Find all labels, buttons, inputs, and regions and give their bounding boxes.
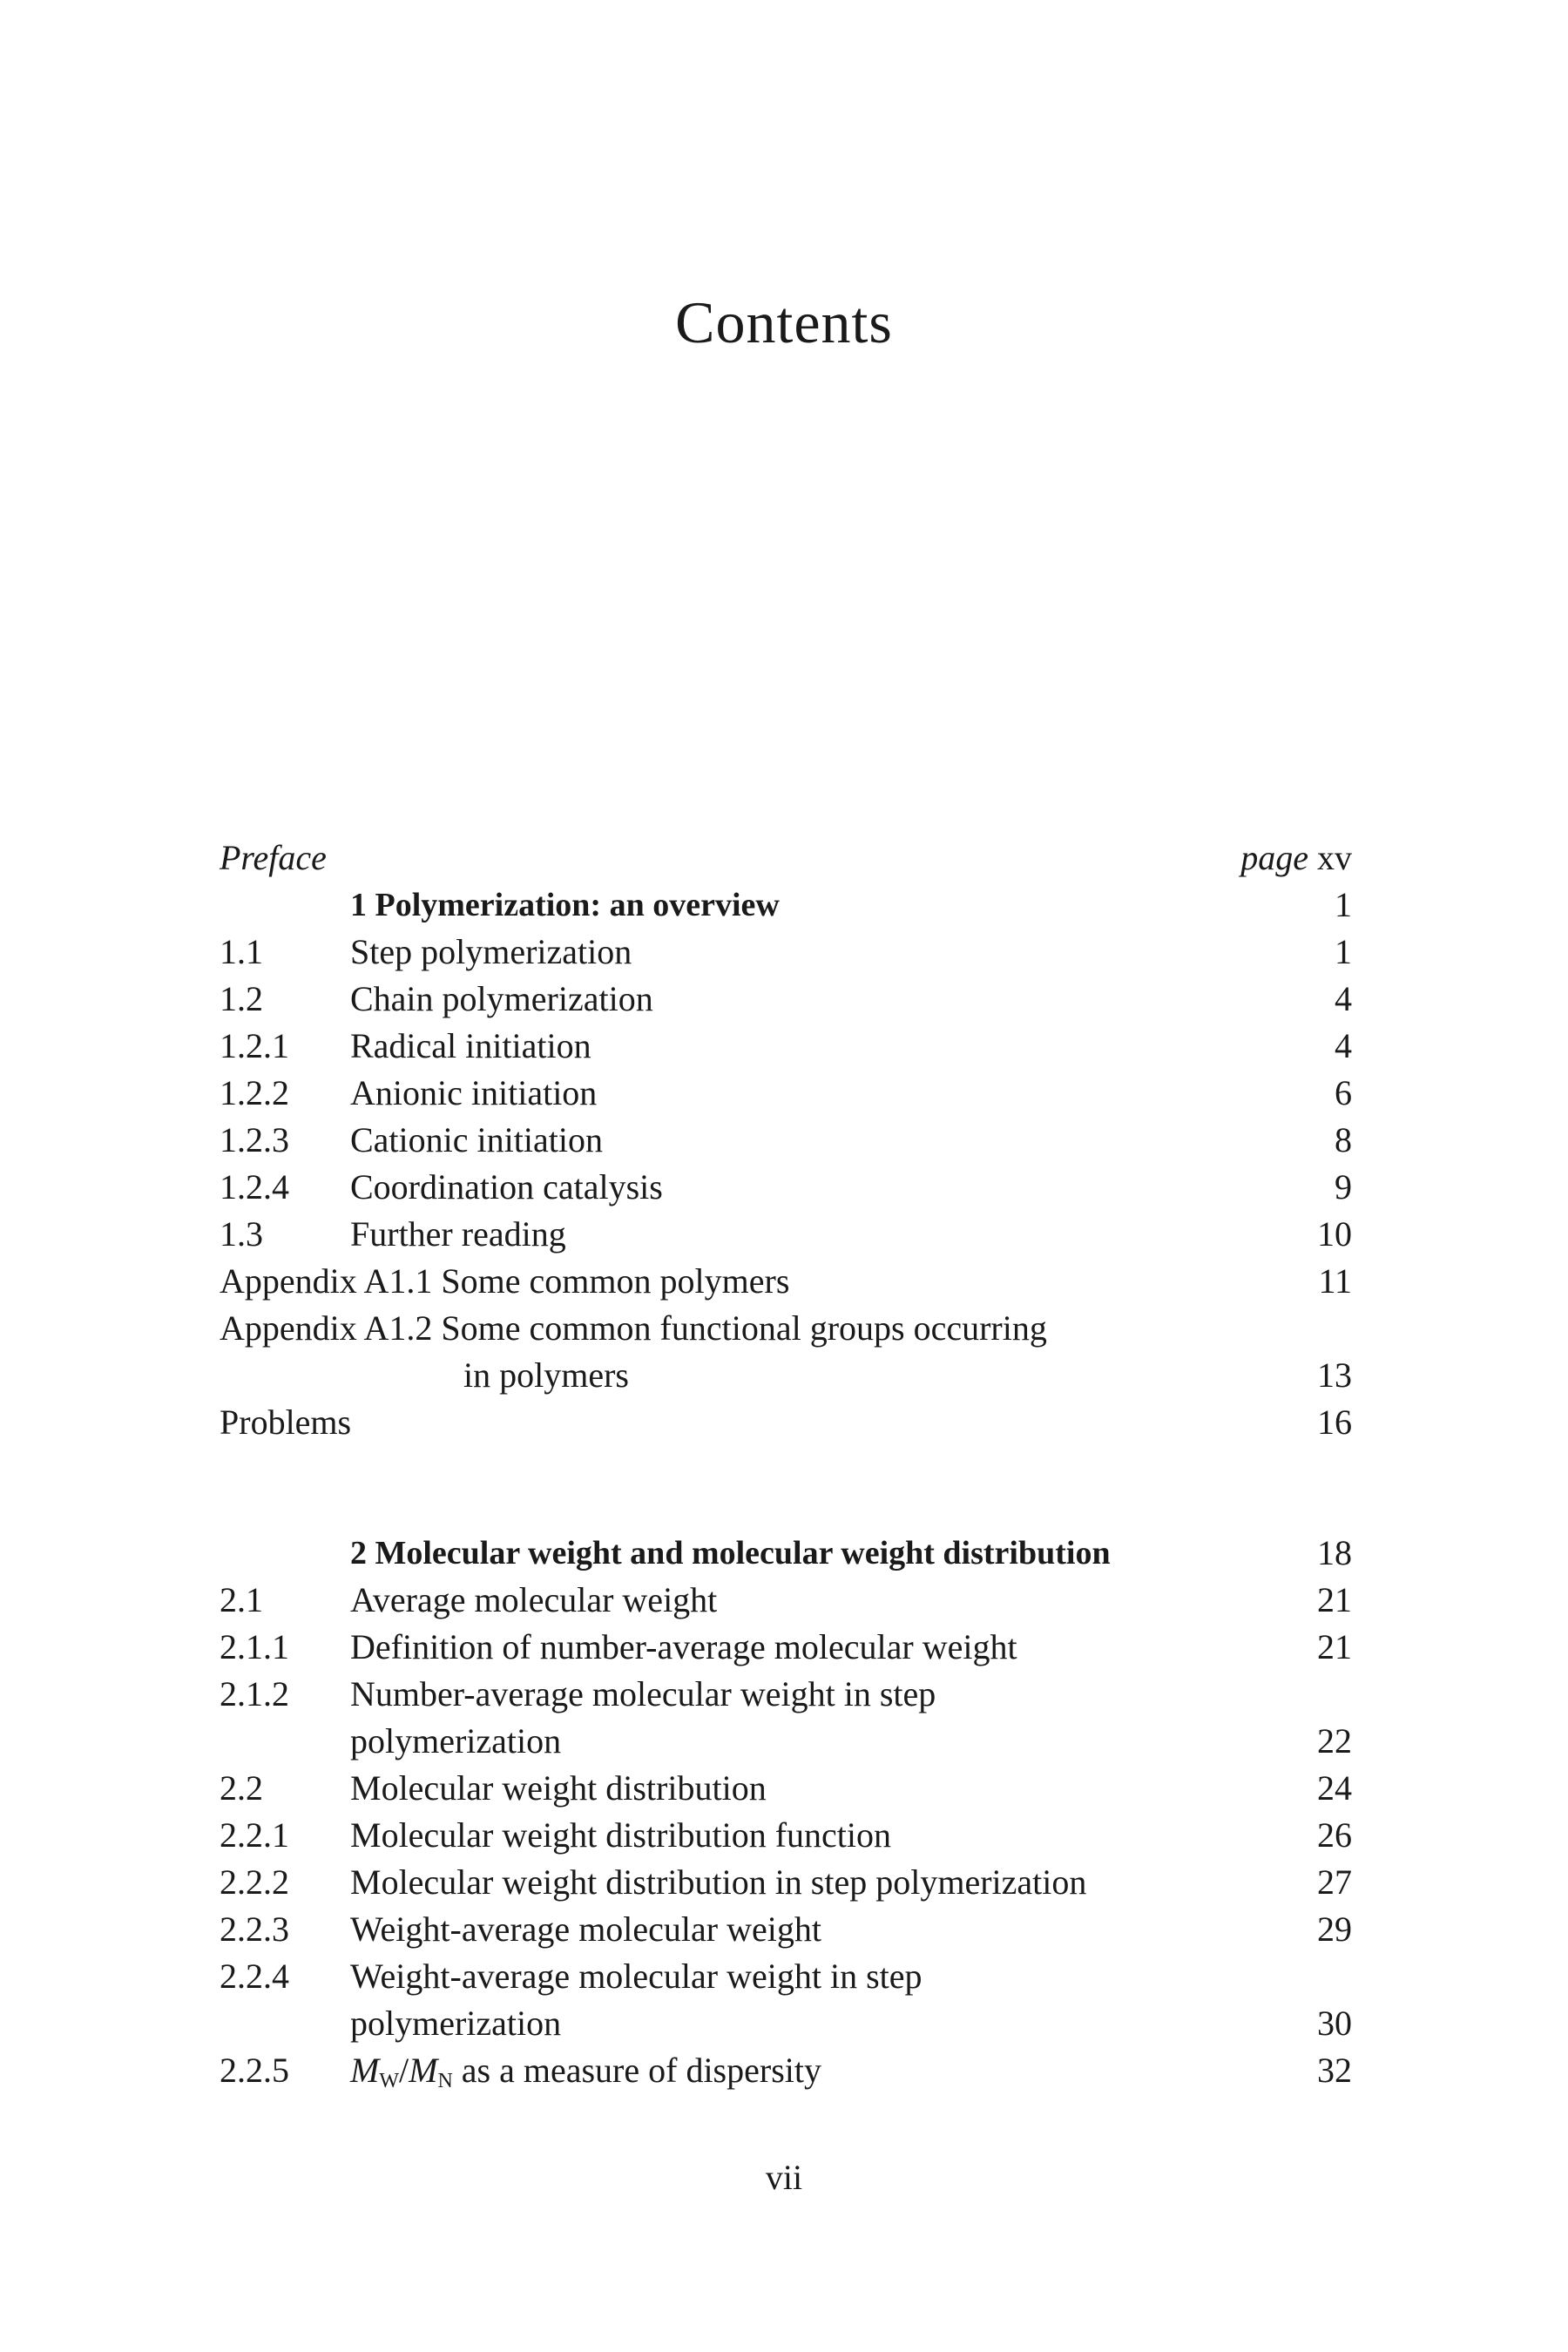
toc-entry[interactable] [220, 1164, 1352, 1211]
page-title: Contents [675, 289, 893, 355]
toc-entry[interactable] [220, 2047, 1352, 2094]
toc-entry-page: 4 [1335, 979, 1352, 1018]
section-title: Further reading [350, 1214, 566, 1254]
toc-entry-page: 22 [1317, 1721, 1352, 1761]
toc-entry[interactable] [220, 1765, 1352, 1812]
section-number: 1.2.2 [220, 1073, 289, 1112]
section-title: Number-average molecular weight in step [350, 1674, 936, 1713]
section-number: 2.2.2 [220, 1862, 289, 1902]
toc-entry[interactable] [220, 1117, 1352, 1164]
toc-entry[interactable] [220, 1859, 1352, 1906]
section-title: Anionic initiation [350, 1073, 598, 1112]
toc-entry[interactable] [220, 1211, 1352, 1258]
toc-entry[interactable] [220, 1812, 1352, 1859]
toc-entry-page: 11 [1318, 1261, 1352, 1301]
toc-entry[interactable] [220, 1953, 1352, 2000]
section-number: 2.1 [220, 1580, 263, 1619]
section-number: 1.3 [220, 1214, 263, 1254]
section-title: Cationic initiation [350, 1120, 603, 1159]
toc-entry-page: 29 [1317, 1909, 1352, 1949]
toc-entry-page: 13 [1317, 1355, 1352, 1395]
toc-entry-page: 26 [1317, 1815, 1352, 1855]
toc-entry-appendix[interactable] [220, 1305, 1352, 1352]
section-title: $M_W/M_N$ as a measure of dispersity [350, 2051, 821, 2092]
toc-entry[interactable] [220, 929, 1352, 976]
toc-entry-problems[interactable] [220, 1399, 1352, 1446]
section-number: 2.2.4 [220, 1957, 289, 1996]
toc-entry-continuation[interactable] [220, 1718, 1352, 1765]
toc-entry-appendix[interactable] [220, 1258, 1352, 1305]
section-title: Chain polymerization [350, 979, 653, 1018]
chapter-heading[interactable] [220, 1530, 1352, 1577]
toc-entry-page: 24 [1317, 1768, 1352, 1808]
section-title: Definition of number-average molecular weight [350, 1627, 1017, 1666]
toc-entry-preface[interactable] [220, 835, 1352, 882]
section-title: Step polymerization [350, 932, 632, 971]
toc-entry-page: 10 [1317, 1214, 1352, 1254]
toc-entry-page: 21 [1317, 1580, 1352, 1619]
toc-entry-appendix-continuation[interactable] [220, 1352, 1352, 1399]
toc-entry-page: 1 [1335, 885, 1352, 924]
appendix-title: Appendix A1.2 Some common functional groups occurring [220, 1308, 1047, 1348]
section-title: Molecular weight distribution [350, 1768, 767, 1808]
toc-entry-page: 8 [1335, 1120, 1352, 1159]
toc-entry-page: 18 [1317, 1533, 1352, 1572]
toc-entry-page: 6 [1335, 1073, 1352, 1112]
toc-entry[interactable] [220, 1671, 1352, 1718]
toc-entry-page: 1 [1335, 932, 1352, 971]
section-title: Molecular weight distribution function [350, 1815, 891, 1855]
toc-entry-continuation[interactable] [220, 2000, 1352, 2047]
section-number: 1.2.3 [220, 1120, 289, 1159]
toc-entry[interactable] [220, 1070, 1352, 1117]
appendix-title-continuation: in polymers [463, 1355, 629, 1395]
chapter-heading[interactable] [220, 882, 1352, 929]
section-title: Weight-average molecular weight in step [350, 1957, 923, 1996]
section-number: 1.2.4 [220, 1167, 289, 1206]
toc-entry[interactable] [220, 1906, 1352, 1953]
section-number: 2.2.1 [220, 1815, 289, 1855]
section-number: 1.1 [220, 932, 263, 971]
section-title: Average molecular weight [350, 1580, 718, 1619]
section-title-continuation: polymerization [350, 1721, 562, 1761]
toc-entry-page: 27 [1317, 1862, 1352, 1902]
toc-entry-page: 16 [1317, 1402, 1352, 1442]
toc-entry-title: Preface [220, 838, 327, 877]
toc-entry-page: page xv [1240, 838, 1352, 877]
toc-entry-page: 30 [1317, 2004, 1352, 2043]
toc-entry-page: 9 [1335, 1167, 1352, 1206]
toc-entry-page: 4 [1335, 1026, 1352, 1065]
section-title-continuation: polymerization [350, 2004, 562, 2043]
problems-title: Problems [220, 1402, 352, 1442]
section-title: Weight-average molecular weight [350, 1909, 821, 1949]
section-number: 1.2.1 [220, 1026, 289, 1065]
section-number: 2.1.2 [220, 1674, 289, 1713]
toc-entry-page: 32 [1317, 2051, 1352, 2090]
toc-entry[interactable] [220, 976, 1352, 1023]
chapter-title: 1 Polymerization: an overview [350, 887, 780, 923]
section-title: Coordination catalysis [350, 1167, 663, 1206]
appendix-title: Appendix A1.1 Some common polymers [220, 1261, 790, 1301]
section-number: 2.2.3 [220, 1909, 289, 1949]
section-number: 2.2 [220, 1768, 263, 1808]
toc-entry[interactable] [220, 1624, 1352, 1671]
chapter-title: 2 Molecular weight and molecular weight distribution [350, 1535, 1111, 1571]
toc-entry[interactable] [220, 1023, 1352, 1070]
page-number: vii [765, 2158, 803, 2197]
toc-entry-page: 21 [1317, 1627, 1352, 1666]
section-title: Radical initiation [350, 1026, 591, 1065]
section-number: 1.2 [220, 979, 263, 1018]
section-number: 2.2.5 [220, 2051, 289, 2090]
section-title: Molecular weight distribution in step polymerization [350, 1862, 1087, 1902]
section-number: 2.1.1 [220, 1627, 289, 1666]
toc-entry[interactable] [220, 1577, 1352, 1624]
